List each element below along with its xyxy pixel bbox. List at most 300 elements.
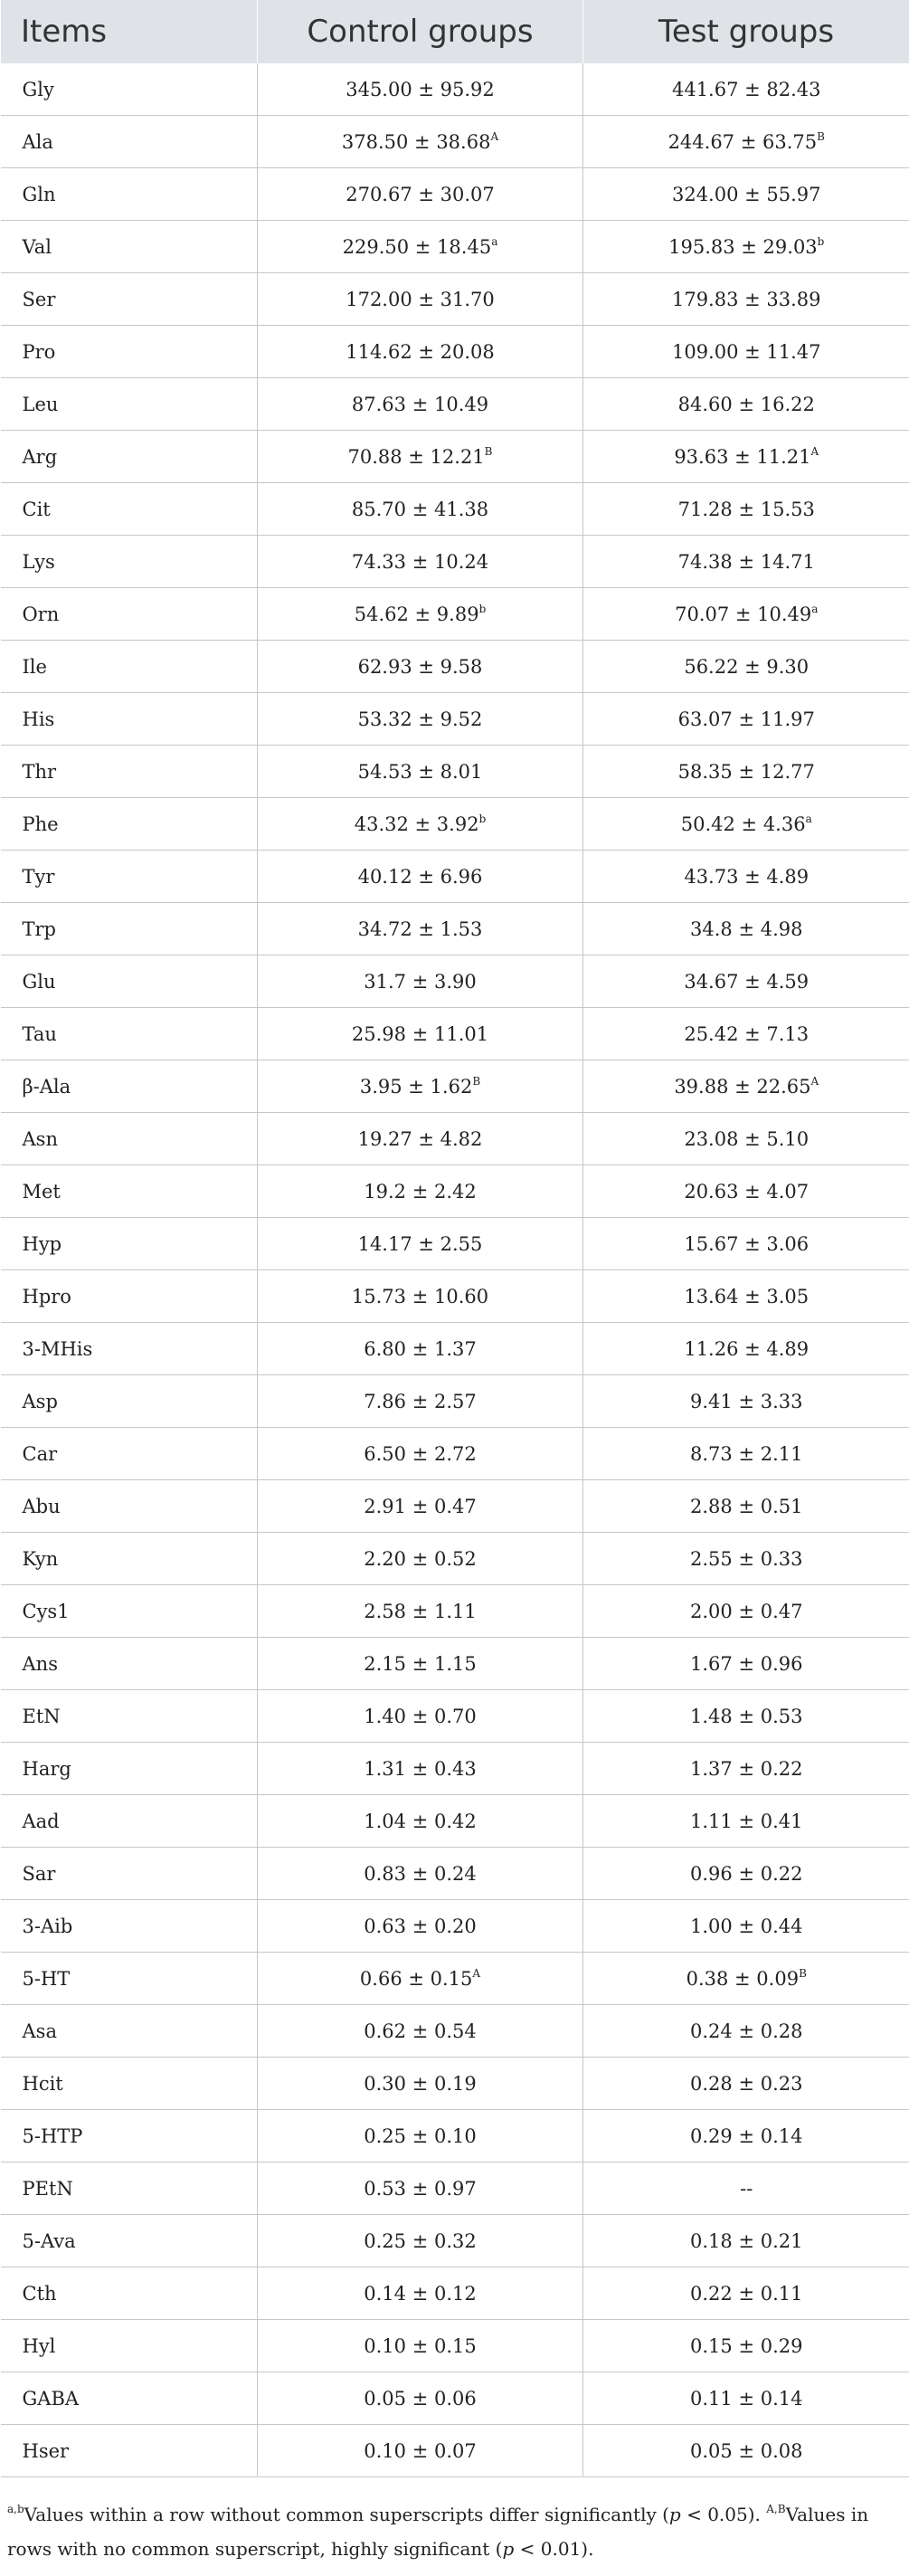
control-value-cell [258,2215,583,2267]
table-row [1,483,909,536]
control-value-cell [258,326,583,378]
control-value-cell [258,1743,583,1795]
test-value-cell-text: 179.83 ± 33.89 [671,288,821,310]
footnote-high-sig-superscript: A,B [766,2503,786,2515]
test-value-cell [583,273,909,326]
item-name-cell: Pro [1,326,258,378]
item-name-cell: Arg [1,431,258,483]
test-value-cell [583,1323,909,1375]
control-value-cell-text: 2.91 ± 0.47 [364,1495,477,1517]
control-value-cell [258,483,583,536]
control-value-cell-text: 3.95 ± 1.62 [359,1075,473,1098]
control-value-cell [258,746,583,798]
control-value-cell [258,221,583,273]
test-value-cell [583,798,909,851]
table-row [1,2425,909,2477]
control-value-cell-text: 0.53 ± 0.97 [364,2177,477,2200]
test-value-cell-text: 0.38 ± 0.09 [686,1967,800,1990]
control-value-cell [258,641,583,693]
test-value-cell-text: 11.26 ± 4.89 [684,1337,810,1360]
item-name-cell: Gln [1,168,258,221]
table-row [1,221,909,273]
control-value-cell [258,798,583,851]
test-value-cell-text: 324.00 ± 55.97 [671,183,821,205]
test-value-cell-text: 1.48 ± 0.53 [690,1705,803,1727]
test-value-cell [583,1848,909,1900]
test-value-cell-text: 63.07 ± 11.97 [677,708,815,730]
item-name-cell: Orn [1,588,258,641]
test-value-cell-text: 2.88 ± 0.51 [690,1495,803,1517]
item-name-cell: Abu [1,1480,258,1533]
control-value-cell [258,693,583,746]
control-value-cell [258,588,583,641]
item-name-cell: Aad [1,1795,258,1848]
test-value-cell [583,431,909,483]
control-value-cell-text: 2.15 ± 1.15 [364,1652,477,1675]
item-name-cell: Leu [1,378,258,431]
control-value-cell-text: 6.50 ± 2.72 [364,1442,477,1465]
table-row [1,1008,909,1060]
control-value-cell [258,1638,583,1690]
table-row [1,903,909,955]
item-name-cell: Tyr [1,851,258,903]
control-value-cell [258,1585,583,1638]
control-value-cell-text: 7.86 ± 2.57 [364,1390,477,1412]
control-value-cell-text: 172.00 ± 31.70 [346,288,495,310]
control-value-cell [258,168,583,221]
item-name-cell: GABA [1,2372,258,2425]
table-row [1,588,909,641]
item-name-cell: Car [1,1428,258,1480]
control-value-cell [258,2058,583,2110]
table-body [1,63,909,2477]
control-value-cell-text: 2.20 ± 0.52 [364,1547,477,1570]
test-value-cell [583,378,909,431]
test-value-cell [583,1690,909,1743]
control-value-cell [258,2005,583,2058]
test-value-cell [583,1900,909,1953]
test-value-cell [583,1428,909,1480]
test-value-cell [583,1480,909,1533]
footnote-sig-superscript: a,b [7,2503,24,2515]
control-value-cell [258,536,583,588]
item-name-cell: Asp [1,1375,258,1428]
item-name-cell: Ser [1,273,258,326]
test-value-cell-text: 1.37 ± 0.22 [690,1757,803,1780]
test-value-cell [583,1375,909,1428]
table-row [1,1375,909,1428]
control-value-cell-text: 0.25 ± 0.32 [364,2229,477,2252]
test-value-cell-text: 23.08 ± 5.10 [684,1127,810,1150]
table-row [1,2110,909,2163]
test-value-cell-text: 2.00 ± 0.47 [690,1600,803,1622]
control-value-cell [258,1060,583,1113]
test-value-cell [583,63,909,116]
table-row [1,63,909,116]
test-value-cell-text: 1.11 ± 0.41 [690,1810,803,1832]
test-value-cell [583,903,909,955]
item-name-cell: 3-Aib [1,1900,258,1953]
test-value-cell-text: 34.67 ± 4.59 [684,970,810,993]
control-value-cell [258,1113,583,1165]
control-value-cell [258,1848,583,1900]
test-value-cell-text: 0.96 ± 0.22 [690,1862,803,1885]
footnote-high-sig-threshold: < 0.01). [514,2538,594,2560]
test-superscript: a [805,812,812,825]
test-value-cell-text: 0.05 ± 0.08 [690,2439,803,2462]
test-value-cell [583,1060,909,1113]
footnote-sig-threshold: < 0.05). [680,2504,767,2525]
item-name-cell: Harg [1,1743,258,1795]
test-value-cell-text: 84.60 ± 16.22 [677,393,815,415]
control-value-cell [258,1375,583,1428]
control-value-cell-text: 6.80 ± 1.37 [364,1337,477,1360]
table-row [1,693,909,746]
test-value-cell-text: 74.38 ± 14.71 [677,550,815,573]
control-value-cell [258,1008,583,1060]
item-name-cell: Hyp [1,1218,258,1270]
test-value-cell [583,483,909,536]
item-name-cell: Tau [1,1008,258,1060]
item-name-cell: Sar [1,1848,258,1900]
header-control-groups: Control groups [258,0,583,63]
test-value-cell [583,1953,909,2005]
control-value-cell-text: 1.04 ± 0.42 [364,1810,477,1832]
item-name-cell: 5-HTP [1,2110,258,2163]
test-value-cell-text: 0.22 ± 0.11 [690,2282,803,2305]
item-name-cell: 3-MHis [1,1323,258,1375]
test-value-cell [583,116,909,168]
control-value-cell [258,1533,583,1585]
table-row [1,1060,909,1113]
control-superscript: a [491,234,498,248]
item-name-cell: 5-HT [1,1953,258,2005]
control-superscript: A [490,129,499,143]
table-row [1,1690,909,1743]
test-value-cell-text: -- [740,2177,753,2200]
item-name-cell: Lys [1,536,258,588]
control-value-cell [258,1953,583,2005]
control-value-cell-text: 229.50 ± 18.45 [342,235,492,258]
control-value-cell-text: 0.10 ± 0.15 [364,2334,477,2357]
test-value-cell [583,2005,909,2058]
test-value-cell-text: 441.67 ± 82.43 [671,78,821,100]
test-value-cell [583,221,909,273]
table-row [1,1848,909,1900]
control-value-cell [258,1795,583,1848]
test-value-cell-text: 20.63 ± 4.07 [684,1180,810,1202]
table-row [1,1585,909,1638]
control-value-cell [258,63,583,116]
table-row [1,431,909,483]
test-value-cell [583,1533,909,1585]
test-value-cell [583,693,909,746]
control-value-cell-text: 0.10 ± 0.07 [364,2439,477,2462]
test-value-cell [583,536,909,588]
table-row [1,2215,909,2267]
item-name-cell: Ala [1,116,258,168]
test-value-cell-text: 2.55 ± 0.33 [690,1547,803,1570]
control-value-cell-text: 14.17 ± 2.55 [357,1232,483,1255]
table-row [1,326,909,378]
table-row [1,2058,909,2110]
test-superscript: B [817,129,825,143]
control-value-cell-text: 74.33 ± 10.24 [351,550,489,573]
test-superscript: A [810,444,819,458]
table-row [1,1480,909,1533]
control-value-cell-text: 270.67 ± 30.07 [346,183,495,205]
control-value-cell-text: 54.62 ± 9.89 [354,603,479,625]
control-value-cell [258,2425,583,2477]
table-row [1,1218,909,1270]
test-value-cell [583,1795,909,1848]
control-value-cell-text: 19.27 ± 4.82 [357,1127,483,1150]
item-name-cell: Thr [1,746,258,798]
test-value-cell [583,2425,909,2477]
control-superscript: b [478,602,487,615]
header-test-groups: Test groups [583,0,909,63]
table-row [1,168,909,221]
item-name-cell: Val [1,221,258,273]
control-value-cell-text: 0.62 ± 0.54 [364,2020,477,2042]
control-value-cell-text: 345.00 ± 95.92 [346,78,495,100]
table-row [1,2320,909,2372]
control-value-cell-text: 0.63 ± 0.20 [364,1915,477,1937]
control-value-cell-text: 114.62 ± 20.08 [346,340,495,363]
control-value-cell [258,1270,583,1323]
item-name-cell: Hser [1,2425,258,2477]
test-value-cell-text: 25.42 ± 7.13 [684,1022,810,1045]
control-value-cell-text: 1.31 ± 0.43 [364,1757,477,1780]
table-row [1,1165,909,1218]
control-value-cell-text: 0.14 ± 0.12 [364,2282,477,2305]
header-row [1,0,909,63]
control-value-cell-text: 0.30 ± 0.19 [364,2072,477,2095]
table-row [1,851,909,903]
item-name-cell: Ile [1,641,258,693]
test-value-cell-text: 9.41 ± 3.33 [690,1390,803,1412]
control-value-cell-text: 2.58 ± 1.11 [364,1600,477,1622]
test-value-cell [583,851,909,903]
control-value-cell-text: 0.25 ± 0.10 [364,2124,477,2147]
control-value-cell [258,903,583,955]
test-value-cell [583,1165,909,1218]
item-name-cell: EtN [1,1690,258,1743]
control-superscript: B [484,444,493,458]
item-name-cell: β-Ala [1,1060,258,1113]
control-value-cell-text: 15.73 ± 10.60 [351,1285,489,1307]
control-value-cell-text: 87.63 ± 10.49 [351,393,489,415]
table-row [1,2163,909,2215]
control-superscript: B [472,1074,481,1088]
control-value-cell [258,116,583,168]
item-name-cell: Asn [1,1113,258,1165]
test-value-cell [583,1270,909,1323]
test-value-cell-text: 0.11 ± 0.14 [690,2387,803,2410]
control-value-cell [258,1165,583,1218]
test-value-cell [583,641,909,693]
control-value-cell-text: 19.2 ± 2.42 [364,1180,477,1202]
control-value-cell-text: 54.53 ± 8.01 [357,760,483,783]
table-row [1,1795,909,1848]
control-superscript: b [478,812,487,825]
control-value-cell [258,2320,583,2372]
table-row [1,1953,909,2005]
control-value-cell [258,2163,583,2215]
item-name-cell: His [1,693,258,746]
item-name-cell: Kyn [1,1533,258,1585]
test-value-cell-text: 15.67 ± 3.06 [684,1232,810,1255]
test-value-cell-text: 50.42 ± 4.36 [680,813,806,835]
header-items: Items [1,0,258,63]
test-value-cell-text: 1.67 ± 0.96 [690,1652,803,1675]
control-value-cell-text: 25.98 ± 11.01 [351,1022,489,1045]
control-value-cell [258,1690,583,1743]
control-value-cell-text: 0.83 ± 0.24 [364,1862,477,1885]
test-value-cell [583,1743,909,1795]
test-value-cell [583,2110,909,2163]
test-value-cell-text: 71.28 ± 15.53 [677,498,815,520]
control-value-cell-text: 0.66 ± 0.15 [359,1967,473,1990]
test-value-cell [583,1585,909,1638]
test-value-cell-text: 58.35 ± 12.77 [677,760,815,783]
table-row [1,116,909,168]
test-superscript: b [817,234,825,248]
test-value-cell [583,1113,909,1165]
test-superscript: A [810,1074,819,1088]
test-value-cell [583,2372,909,2425]
test-value-cell-text: 70.07 ± 10.49 [675,603,812,625]
test-value-cell [583,2320,909,2372]
footnote-sig-text: Values within a row without common superscripts differ significantly ( [24,2504,669,2525]
control-value-cell [258,1218,583,1270]
test-value-cell [583,955,909,1008]
control-value-cell [258,378,583,431]
test-value-cell [583,326,909,378]
item-name-cell: Met [1,1165,258,1218]
item-name-cell: Asa [1,2005,258,2058]
test-value-cell-text: 13.64 ± 3.05 [684,1285,810,1307]
table-row [1,641,909,693]
item-name-cell: Cit [1,483,258,536]
test-value-cell-text: 0.24 ± 0.28 [690,2020,803,2042]
table-row [1,1900,909,1953]
test-value-cell [583,1218,909,1270]
footnote-p-symbol-2: p [502,2538,515,2560]
control-value-cell [258,2372,583,2425]
table-row [1,955,909,1008]
item-name-cell: Gly [1,63,258,116]
test-value-cell-text: 93.63 ± 11.21 [674,445,811,468]
control-value-cell-text: 62.93 ± 9.58 [357,655,483,678]
test-value-cell [583,2058,909,2110]
table-row [1,1323,909,1375]
test-value-cell [583,2267,909,2320]
test-value-cell-text: 0.29 ± 0.14 [690,2124,803,2147]
test-value-cell-text: 43.73 ± 4.89 [684,865,810,888]
test-value-cell-text: 39.88 ± 22.65 [674,1075,811,1098]
table-row [1,273,909,326]
table-row [1,1428,909,1480]
table-row [1,746,909,798]
item-name-cell: Glu [1,955,258,1008]
table-row [1,2372,909,2425]
control-value-cell-text: 53.32 ± 9.52 [357,708,483,730]
test-value-cell [583,588,909,641]
test-value-cell [583,2215,909,2267]
test-value-cell-text: 8.73 ± 2.11 [690,1442,803,1465]
item-name-cell: Cys1 [1,1585,258,1638]
control-value-cell-text: 40.12 ± 6.96 [357,865,483,888]
table-row [1,1270,909,1323]
test-value-cell-text: 0.15 ± 0.29 [690,2334,803,2357]
control-value-cell [258,1428,583,1480]
table-row [1,1533,909,1585]
control-value-cell [258,955,583,1008]
table-row [1,536,909,588]
test-value-cell-text: 195.83 ± 29.03 [668,235,818,258]
test-value-cell-text: 1.00 ± 0.44 [690,1915,803,1937]
test-value-cell-text: 0.18 ± 0.21 [690,2229,803,2252]
table-row [1,1638,909,1690]
table-row [1,798,909,851]
control-value-cell-text: 31.7 ± 3.90 [364,970,477,993]
test-superscript: B [799,1966,807,1980]
table-row [1,2267,909,2320]
test-value-cell-text: 0.28 ± 0.23 [690,2072,803,2095]
control-value-cell [258,2110,583,2163]
table-row [1,2005,909,2058]
test-value-cell-text: 56.22 ± 9.30 [684,655,810,678]
control-value-cell-text: 1.40 ± 0.70 [364,1705,477,1727]
test-value-cell [583,1008,909,1060]
table-row [1,1113,909,1165]
control-value-cell-text: 0.05 ± 0.06 [364,2387,477,2410]
test-value-cell [583,746,909,798]
table-footnote [7,2497,903,2566]
item-name-cell: Ans [1,1638,258,1690]
footnote-p-symbol: p [668,2504,681,2525]
table-header [1,0,909,63]
control-value-cell [258,851,583,903]
item-name-cell: Hpro [1,1270,258,1323]
test-value-cell-text: 109.00 ± 11.47 [671,340,821,363]
item-name-cell: Hcit [1,2058,258,2110]
item-name-cell: Trp [1,903,258,955]
control-value-cell-text: 85.70 ± 41.38 [351,498,489,520]
table-row [1,378,909,431]
footnote-high-sig-text: Values in rows with no common superscript, highly significant ( [7,2504,869,2560]
test-value-cell [583,1638,909,1690]
control-superscript: A [472,1966,481,1980]
control-value-cell [258,2267,583,2320]
test-value-cell [583,2163,909,2215]
control-value-cell-text: 378.50 ± 38.68 [341,130,491,153]
control-value-cell-text: 70.88 ± 12.21 [347,445,485,468]
control-value-cell [258,273,583,326]
control-value-cell-text: 34.72 ± 1.53 [357,917,483,940]
item-name-cell: Hyl [1,2320,258,2372]
test-value-cell [583,168,909,221]
test-value-cell-text: 244.67 ± 63.75 [668,130,818,153]
control-value-cell [258,1900,583,1953]
test-value-cell-text: 34.8 ± 4.98 [690,917,803,940]
control-value-cell-text: 43.32 ± 3.92 [354,813,479,835]
item-name-cell: Cth [1,2267,258,2320]
control-value-cell [258,1323,583,1375]
control-value-cell [258,431,583,483]
item-name-cell: 5-Ava [1,2215,258,2267]
